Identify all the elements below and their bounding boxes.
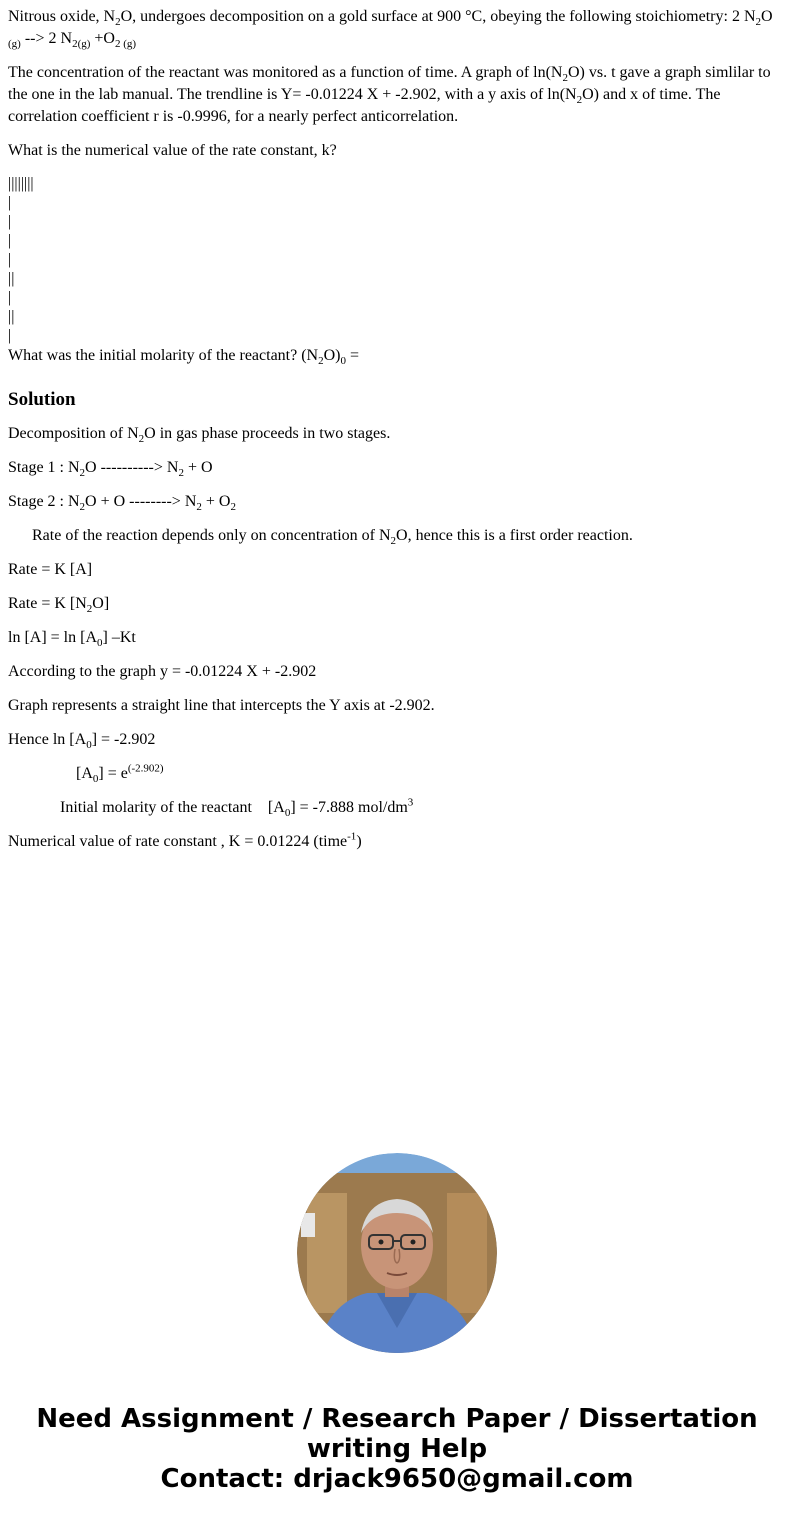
question-description: The concentration of the reactant was monitored as a function of time. A graph of $\ln(N_2O)$ vs. t gave a graph simlilar to the one in the lab manual. The trendline is Y= -0.01224 X + -2.902, with a y axis of $\ln(N_2O)$ and x of time. The correlation coefficient r is -0.9996, for a nearly perfect anticorrelation. xyxy=(8,64,771,125)
rate-equation-2: Rate = K $[N_2O]$ xyxy=(8,595,110,616)
bar-mark: || xyxy=(8,308,15,325)
question-initial-molarity: What was the initial molarity of the reactant? $(N_2O)_0$ = xyxy=(8,347,360,368)
bar-marks xyxy=(8,174,786,345)
rate-constant-value: Numerical value of rate constant , K = 0.01224 (time$^{-1}$) xyxy=(8,830,362,850)
intercept-note: Graph represents a straight line that intercepts the Y axis at -2.902. xyxy=(8,697,435,714)
bar-mark: | xyxy=(8,194,12,211)
bar-mark: | xyxy=(8,213,12,230)
graph-equation: According to the graph y = -0.01224 X + -2.902 xyxy=(8,663,317,680)
a0-exp: $[A_0] = e^{(-2.902)}$ xyxy=(76,762,164,786)
stage-2: Stage 2 : $N_2O + O$ --------> $N_2 + O_2$ xyxy=(8,493,236,514)
bar-mark: || xyxy=(8,270,15,287)
footer-contact: Contact: drjack9650@gmail.com xyxy=(160,1464,634,1494)
footer-line-1: Need Assignment / Research Paper / Dissertation xyxy=(36,1404,758,1434)
ln-equation: $\ln [A] = \ln [A_0]$ –Kt xyxy=(8,629,136,650)
avatar xyxy=(297,1153,497,1353)
bar-mark: | xyxy=(8,232,12,249)
bar-mark: | xyxy=(8,289,12,306)
question-intro: Nitrous oxide, $N_2O$, undergoes decomposition on a gold surface at 900 °C, obeying the following stoichiometry: 2 $N_2O$ $_{(g)}$ --> 2 $N_{2(g)} +O_{2 (g)}$ xyxy=(8,8,773,51)
footer-promo xyxy=(0,1404,794,1494)
stage-1: Stage 1 : $N_2O$ ----------> $N_2 + O$ xyxy=(8,459,213,480)
initial-molarity: Initial molarity of the reactant $[A_0] = -7.888$ mol/$dm^3$ xyxy=(60,796,414,820)
bar-mark: | xyxy=(8,251,12,268)
first-order-note: Rate of the reaction depends only on concentration of $N_2O$, hence this is a first order reaction. xyxy=(32,527,633,548)
rate-equation-1: Rate = K [A] xyxy=(8,561,93,578)
person-photo-icon xyxy=(297,1153,497,1353)
question-rate-constant: What is the numerical value of the rate constant, k? xyxy=(8,142,337,159)
bar-mark: | xyxy=(8,327,12,344)
solution-line: Decomposition of $N_2O$ in gas phase proceeds in two stages. xyxy=(8,425,391,446)
footer-line-2: writing Help xyxy=(306,1434,488,1464)
bar-mark: |||||||| xyxy=(8,175,34,192)
hence-line: Hence $\ln [A_0] = -2.902$ xyxy=(8,731,156,752)
solution-heading: Solution xyxy=(8,389,76,410)
